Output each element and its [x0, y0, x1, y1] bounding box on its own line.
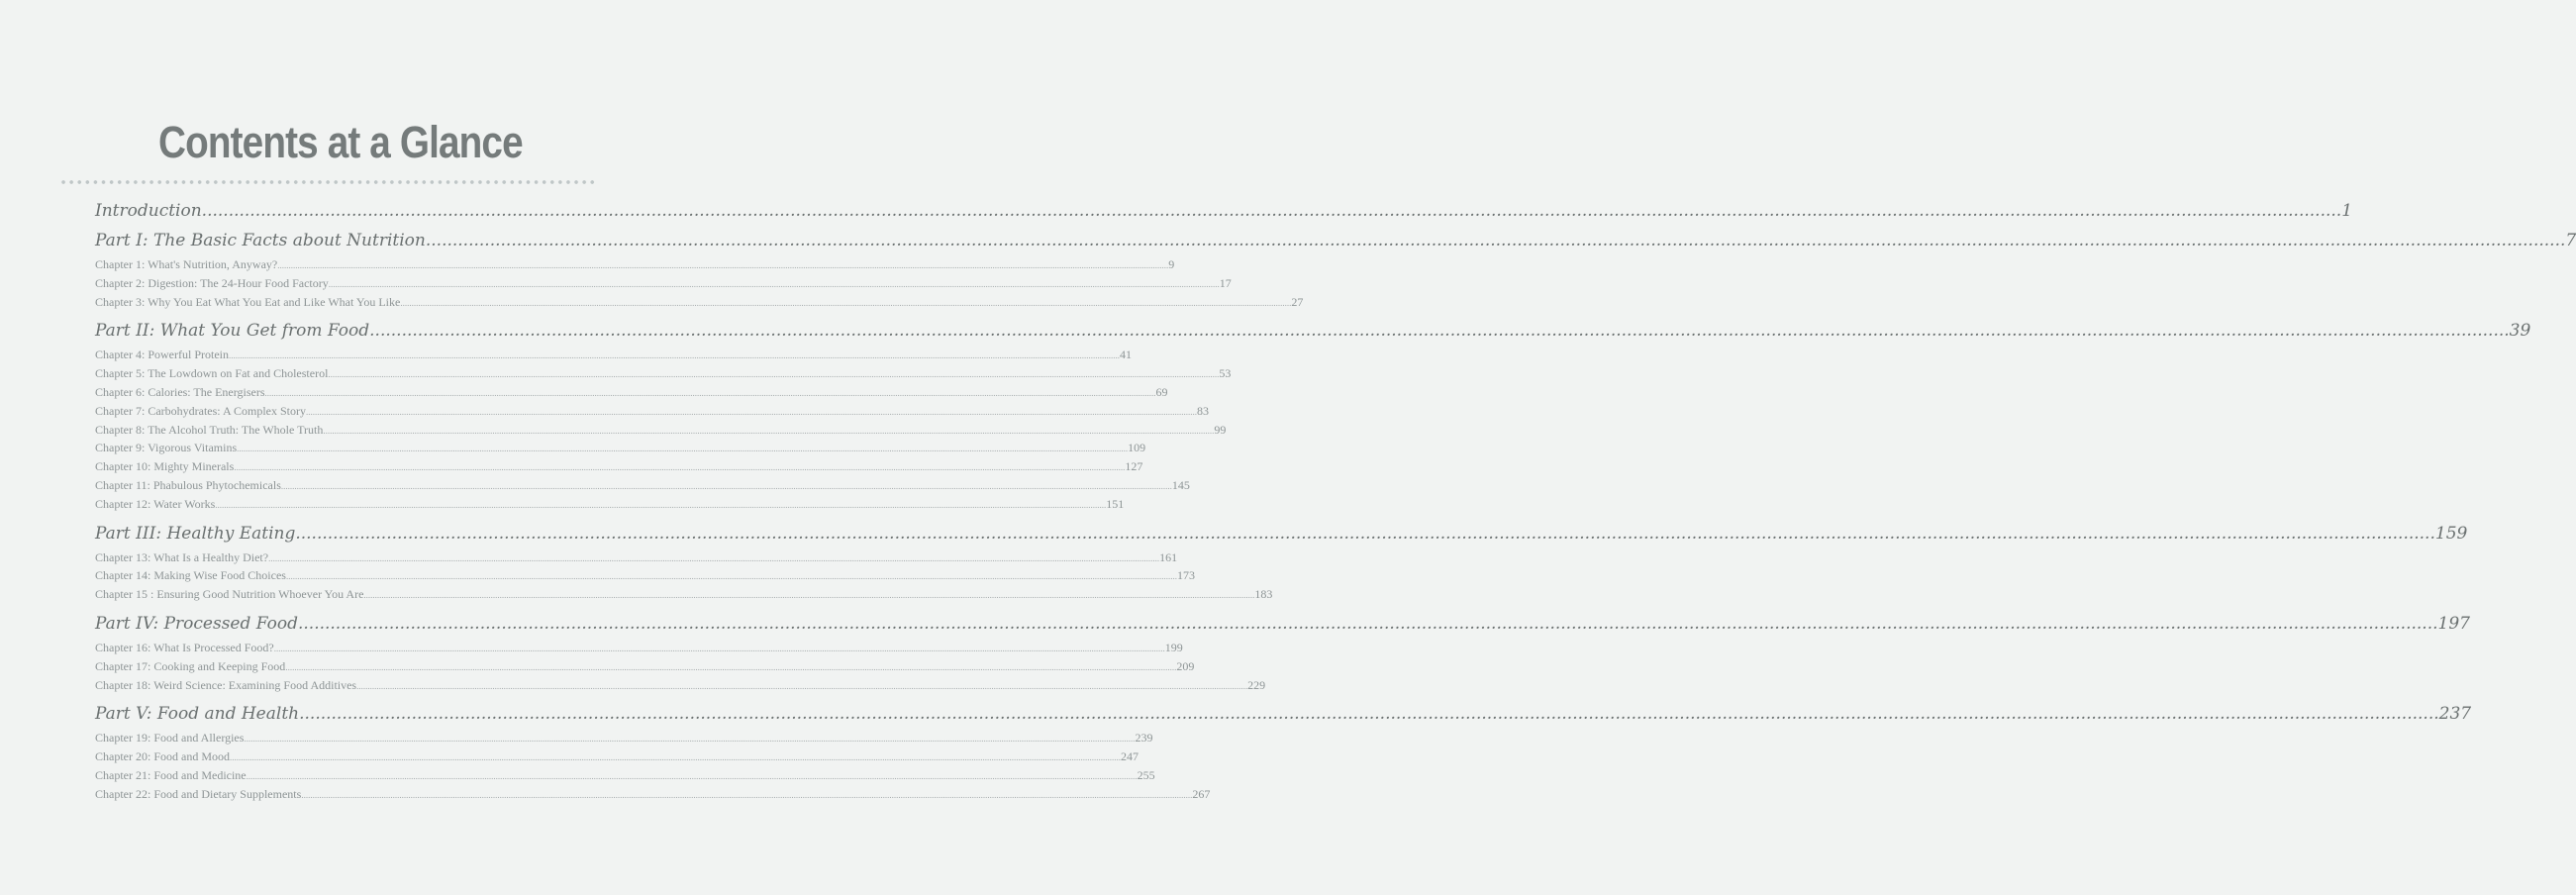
toc-chapter-entry[interactable] — [95, 785, 1211, 804]
toc-chapter-entry[interactable] — [95, 439, 1146, 457]
toc-chapter-entry[interactable] — [95, 747, 1139, 766]
dot-leader: ................................................................................................................................................................................................................................................................................................................................................................................................................ — [356, 680, 1248, 691]
page-number: 53 — [1219, 366, 1232, 381]
page-number: 7 — [2565, 231, 2576, 250]
page-number: 83 — [1196, 403, 1209, 418]
chapter-title: Chapter 17: Cooking and Keeping Food — [95, 658, 286, 673]
dot-leader: ................................................................................................................................................................................................................................................................................................................................................................................................................ — [363, 590, 1255, 601]
toc-chapter-entry[interactable] — [95, 457, 1143, 476]
part-title: Part III: Healthy Eating — [95, 523, 296, 544]
page-title: Contents at a Glance — [158, 117, 523, 167]
toc-chapter-entry[interactable] — [95, 274, 1232, 293]
toc-chapter-entry[interactable] — [95, 729, 1153, 747]
page-number: 237 — [2438, 704, 2472, 725]
dot-leader: ................................................................................................................................................................................................................................................................................................................................................................................................................ — [268, 552, 1160, 563]
dot-leader: ................................................................................................................................................................................................................................................................................................................................................................................................................ — [425, 231, 2566, 250]
toc-chapter-entry[interactable] — [95, 402, 1209, 421]
chapter-title: Chapter 18: Weird Science: Examining Food Additives — [95, 677, 357, 692]
page-number: 159 — [2434, 523, 2468, 544]
chapter-title: Chapter 20: Food and Mood — [95, 749, 230, 764]
toc-chapter-entry[interactable] — [95, 495, 1125, 514]
toc-chapter-entry[interactable] — [95, 585, 1273, 604]
chapter-title: Chapter 21: Food and Medicine — [95, 767, 247, 782]
page-number: 255 — [1137, 767, 1155, 782]
dot-leader: ................................................................................................................................................................................................................................................................................................................................................................................................................ — [273, 643, 1165, 653]
page-number: 145 — [1171, 477, 1190, 492]
dotted-divider — [59, 179, 596, 185]
page-number: 183 — [1254, 587, 1273, 602]
dot-leader: ................................................................................................................................................................................................................................................................................................................................................................................................................ — [215, 499, 1107, 510]
toc-chapter-entry[interactable] — [95, 346, 1132, 364]
toc-part-entry[interactable] — [95, 316, 2531, 346]
toc-chapter-entry[interactable] — [95, 421, 1227, 440]
page-number: 99 — [1214, 422, 1227, 437]
toc-chapter-entry[interactable] — [95, 639, 1183, 657]
chapter-title: Chapter 11: Phabulous Phytochemicals — [95, 477, 281, 492]
page-number: 127 — [1125, 459, 1143, 474]
page-number: 151 — [1106, 496, 1125, 511]
toc-chapter-entry[interactable] — [95, 657, 1195, 676]
part-title: Part I: The Basic Facts about Nutrition — [95, 231, 426, 250]
chapter-title: Chapter 9: Vigorous Vitamins — [95, 441, 238, 455]
toc-part-entry[interactable] — [95, 196, 2353, 226]
page-number: 17 — [1219, 275, 1232, 290]
toc-chapter-entry[interactable] — [95, 476, 1190, 495]
chapter-title: Chapter 2: Digestion: The 24-Hour Food Factory — [95, 275, 329, 290]
dot-leader: ................................................................................................................................................................................................................................................................................................................................................................................................................ — [244, 734, 1136, 745]
chapter-title: Chapter 19: Food and Allergies — [95, 731, 245, 746]
chapter-title: Chapter 15 : Ensuring Good Nutrition Whoever You Are — [95, 587, 364, 602]
dot-leader: ................................................................................................................................................................................................................................................................................................................................................................................................................ — [201, 201, 2342, 221]
part-title: Part IV: Processed Food — [95, 613, 298, 634]
chapter-title: Chapter 16: What Is Processed Food? — [95, 640, 274, 654]
toc-chapter-entry[interactable] — [95, 548, 1178, 567]
page-number: 197 — [2437, 613, 2470, 634]
chapter-title: Chapter 14: Making Wise Food Choices — [95, 568, 286, 583]
page-number: 69 — [1155, 384, 1168, 399]
page-number: 209 — [1176, 658, 1195, 673]
page-number: 39 — [2509, 321, 2531, 342]
toc-chapter-entry[interactable] — [95, 766, 1155, 785]
page-number: 229 — [1247, 677, 1266, 692]
dot-leader: ................................................................................................................................................................................................................................................................................................................................................................................................................ — [264, 387, 1156, 398]
page-number: 161 — [1159, 549, 1178, 564]
part-title: Part V: Food and Health — [95, 704, 300, 725]
dot-leader: ................................................................................................................................................................................................................................................................................................................................................................................................................ — [323, 425, 1215, 436]
dot-leader: ................................................................................................................................................................................................................................................................................................................................................................................................................ — [328, 369, 1220, 380]
dot-leader: ................................................................................................................................................................................................................................................................................................................................................................................................................ — [297, 613, 2438, 634]
dot-leader: ................................................................................................................................................................................................................................................................................................................................................................................................................ — [277, 260, 1169, 270]
dot-leader: ................................................................................................................................................................................................................................................................................................................................................................................................................ — [285, 571, 1177, 582]
part-title: Part II: What You Get from Food — [95, 321, 370, 342]
dot-leader: ................................................................................................................................................................................................................................................................................................................................................................................................................ — [228, 350, 1120, 361]
toc-chapter-entry[interactable] — [95, 255, 1175, 274]
toc-part-entry[interactable] — [95, 519, 2468, 548]
dot-leader: ................................................................................................................................................................................................................................................................................................................................................................................................................ — [285, 661, 1177, 672]
chapter-title: Chapter 8: The Alcohol Truth: The Whole Truth — [95, 422, 324, 437]
page-number: 267 — [1192, 786, 1211, 801]
dot-leader: ................................................................................................................................................................................................................................................................................................................................................................................................................ — [234, 462, 1126, 473]
page-number: 173 — [1176, 568, 1195, 583]
dot-leader: ................................................................................................................................................................................................................................................................................................................................................................................................................ — [295, 523, 2435, 544]
page-number: 27 — [1291, 294, 1304, 309]
dot-leader: ................................................................................................................................................................................................................................................................................................................................................................................................................ — [230, 752, 1121, 763]
page-number: 199 — [1164, 640, 1183, 654]
toc-chapter-entry[interactable] — [95, 676, 1266, 695]
toc-chapter-entry[interactable] — [95, 566, 1195, 585]
chapter-title: Chapter 22: Food and Dietary Supplements — [95, 786, 302, 801]
dot-leader: ................................................................................................................................................................................................................................................................................................................................................................................................................ — [369, 321, 2510, 342]
dot-leader: ................................................................................................................................................................................................................................................................................................................................................................................................................ — [237, 444, 1129, 454]
table-of-contents — [95, 196, 2576, 804]
chapter-title: Chapter 5: The Lowdown on Fat and Cholesterol — [95, 366, 329, 381]
dot-leader: ................................................................................................................................................................................................................................................................................................................................................................................................................ — [301, 789, 1193, 800]
dot-leader: ................................................................................................................................................................................................................................................................................................................................................................................................................ — [299, 704, 2439, 725]
toc-part-entry[interactable] — [95, 699, 2472, 729]
page-number: 239 — [1135, 731, 1153, 746]
page-number: 1 — [2341, 201, 2353, 221]
page-number: 247 — [1121, 749, 1139, 764]
chapter-title: Chapter 13: What Is a Healthy Diet? — [95, 549, 269, 564]
chapter-title: Chapter 1: What's Nutrition, Anyway? — [95, 257, 278, 271]
dot-leader: ................................................................................................................................................................................................................................................................................................................................................................................................................ — [280, 480, 1172, 491]
dot-leader: ................................................................................................................................................................................................................................................................................................................................................................................................................ — [328, 278, 1220, 289]
toc-chapter-entry[interactable] — [95, 383, 1168, 402]
part-title: Introduction — [95, 201, 202, 221]
page-number: 9 — [1168, 257, 1175, 271]
chapter-title: Chapter 6: Calories: The Energisers — [95, 384, 265, 399]
page-number: 41 — [1119, 348, 1132, 362]
toc-chapter-entry[interactable] — [95, 364, 1232, 383]
dot-leader: ................................................................................................................................................................................................................................................................................................................................................................................................................ — [400, 297, 1292, 308]
chapter-title: Chapter 10: Mighty Minerals — [95, 459, 235, 474]
dot-leader: ................................................................................................................................................................................................................................................................................................................................................................................................................ — [305, 406, 1197, 417]
dot-leader: ................................................................................................................................................................................................................................................................................................................................................................................................................ — [246, 770, 1138, 781]
chapter-title: Chapter 3: Why You Eat What You Eat and Like What You Like — [95, 294, 401, 309]
chapter-title: Chapter 12: Water Works — [95, 496, 216, 511]
toc-part-entry[interactable] — [95, 609, 2470, 639]
toc-part-entry[interactable] — [95, 226, 2576, 255]
chapter-title: Chapter 4: Powerful Protein — [95, 348, 229, 362]
toc-chapter-entry[interactable] — [95, 293, 1304, 312]
page-number: 109 — [1128, 441, 1146, 455]
chapter-title: Chapter 7: Carbohydrates: A Complex Story — [95, 403, 306, 418]
